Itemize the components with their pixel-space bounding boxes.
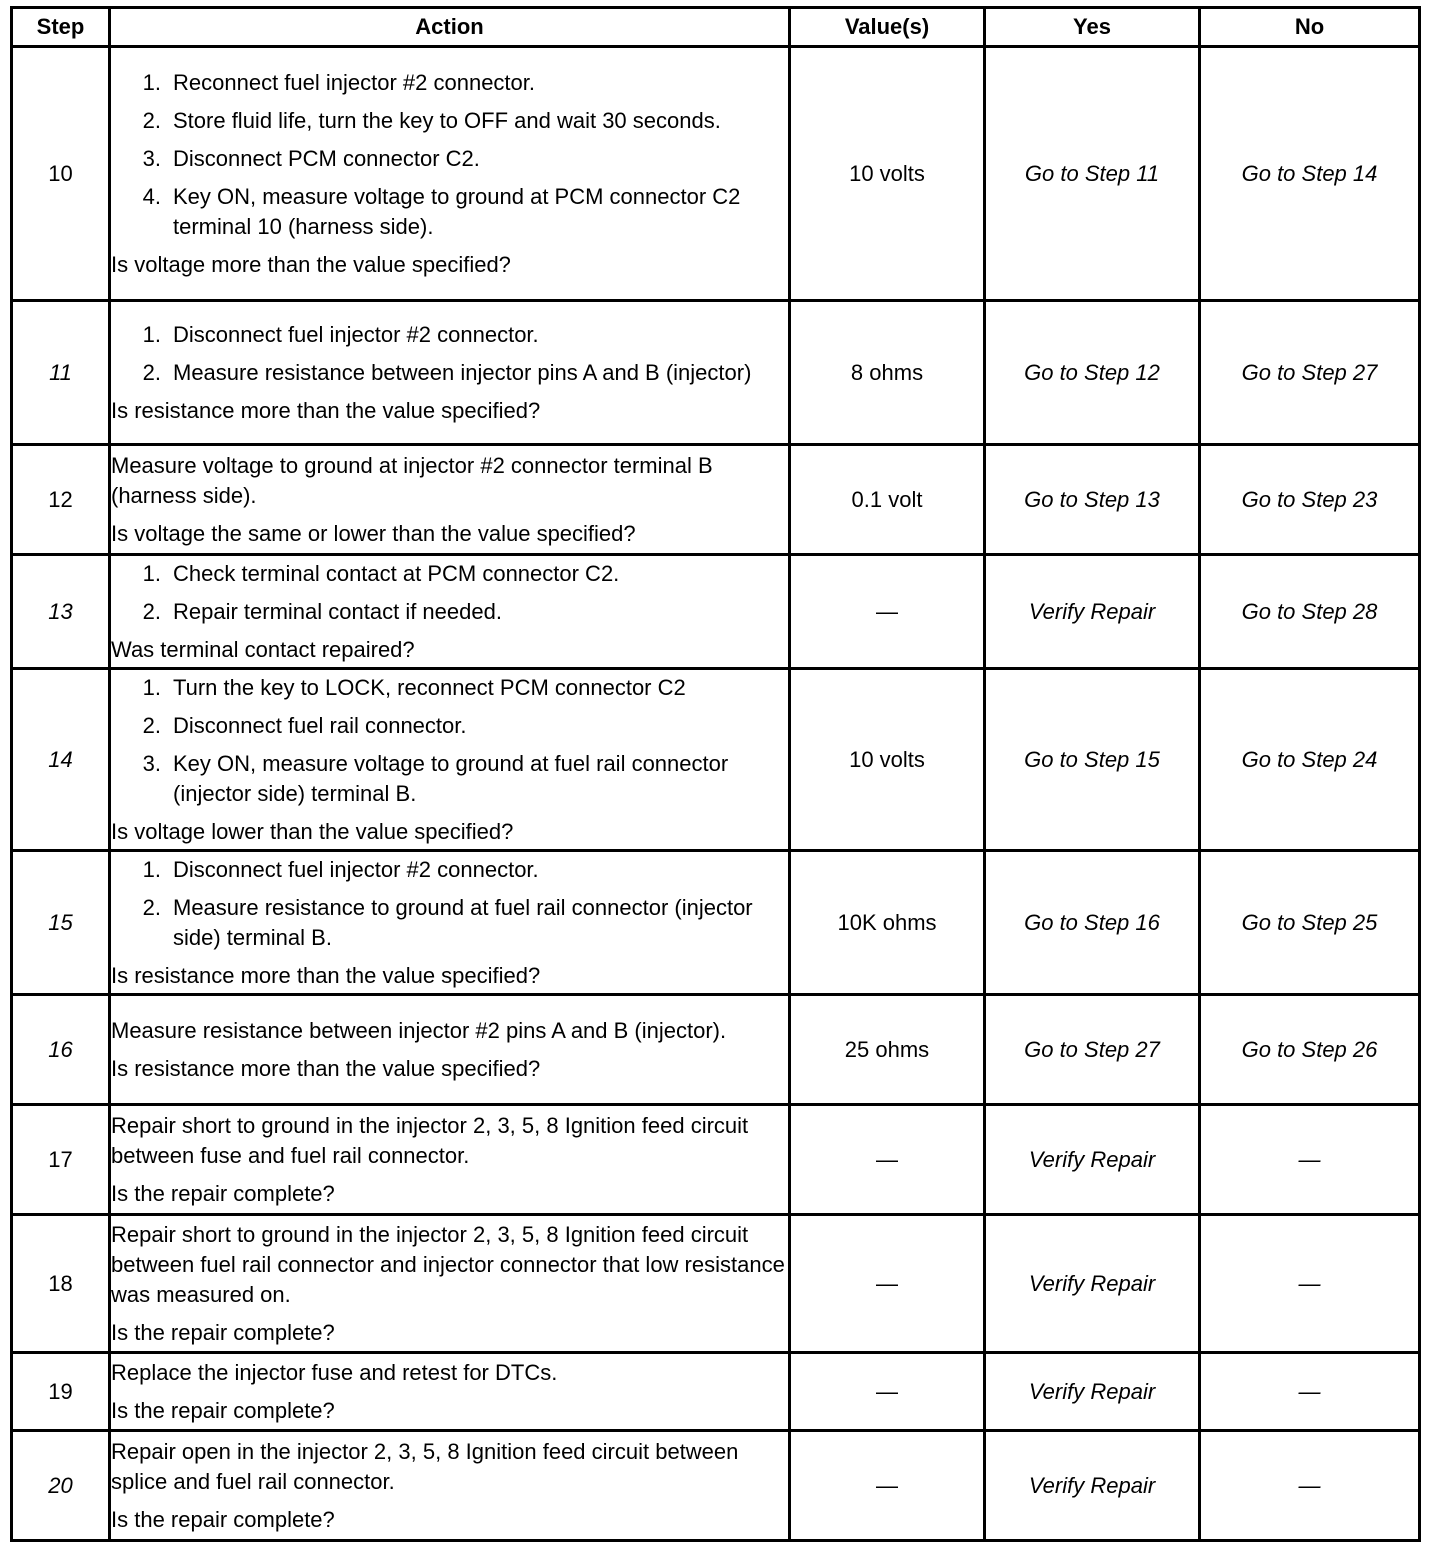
action-cell bbox=[110, 445, 790, 555]
table-row bbox=[12, 1215, 1420, 1353]
step-number: 17 bbox=[48, 1146, 73, 1172]
step-cell bbox=[12, 1431, 110, 1541]
yes-cell: Go to Step 13 bbox=[985, 445, 1200, 555]
action-item: Reconnect fuel injector #2 connector. bbox=[173, 69, 536, 95]
value-cell: 10K ohms bbox=[790, 851, 985, 995]
yes-cell: Verify Repair bbox=[985, 1215, 1200, 1353]
action-item: Disconnect PCM connector C2. bbox=[173, 145, 480, 171]
action-cell bbox=[110, 47, 790, 301]
action-cell bbox=[110, 995, 790, 1105]
yes-cell: Verify Repair bbox=[985, 1431, 1200, 1541]
action-item: Store fluid life, turn the key to OFF and wait 30 seconds. bbox=[173, 107, 721, 133]
no-cell: Go to Step 27 bbox=[1200, 301, 1420, 445]
action-text: Repair short to ground in the injector 2, 3, 5, 8 Ignition feed circuit between fuse and fuel rail connector. bbox=[111, 1112, 749, 1168]
value-cell: 25 ohms bbox=[790, 995, 985, 1105]
action-item: Disconnect fuel injector #2 connector. bbox=[173, 856, 539, 882]
action-item: Measure resistance between injector pins A and B (injector) bbox=[173, 359, 752, 385]
action-list bbox=[111, 673, 788, 809]
no-cell: Go to Step 14 bbox=[1200, 47, 1420, 301]
action-question: Is voltage lower than the value specified? bbox=[111, 818, 514, 844]
action-cell bbox=[110, 555, 790, 669]
step-number: 14 bbox=[48, 746, 73, 772]
action-cell bbox=[110, 1105, 790, 1215]
step-number: 16 bbox=[48, 1036, 73, 1062]
list-item: 4. Key ON, measure voltage to ground at PCM connector C2 terminal 10 (harness side). bbox=[111, 182, 788, 242]
action-question: Is the repair complete? bbox=[111, 1319, 335, 1345]
list-item: 1. Check terminal contact at PCM connector C2. bbox=[111, 559, 788, 589]
diagnostic-table bbox=[10, 6, 1421, 1542]
action-cell bbox=[110, 669, 790, 851]
step-cell bbox=[12, 445, 110, 555]
action-question: Is the repair complete? bbox=[111, 1180, 335, 1206]
step-number: 15 bbox=[48, 909, 73, 935]
action-question: Is voltage more than the value specified? bbox=[111, 251, 511, 277]
action-text: Repair open in the injector 2, 3, 5, 8 Ignition feed circuit between splice and fuel rail connector. bbox=[111, 1438, 739, 1494]
list-item: 1. Disconnect fuel injector #2 connector. bbox=[111, 320, 788, 350]
action-item: Turn the key to LOCK, reconnect PCM connector C2 bbox=[173, 674, 686, 700]
step-cell bbox=[12, 301, 110, 445]
action-question: Is the repair complete? bbox=[111, 1397, 335, 1423]
step-cell bbox=[12, 1105, 110, 1215]
action-cell bbox=[110, 851, 790, 995]
step-cell bbox=[12, 669, 110, 851]
step-number: 19 bbox=[48, 1378, 73, 1404]
step-cell bbox=[12, 1353, 110, 1431]
list-item: 3. Key ON, measure voltage to ground at fuel rail connector (injector side) terminal B. bbox=[111, 749, 788, 809]
header-yes: Yes bbox=[985, 8, 1200, 47]
action-item: Key ON, measure voltage to ground at fuel rail connector (injector side) terminal B. bbox=[173, 750, 729, 806]
list-item: 3. Disconnect PCM connector C2. bbox=[111, 144, 788, 174]
value-cell: — bbox=[790, 1353, 985, 1431]
step-cell bbox=[12, 851, 110, 995]
action-list bbox=[111, 320, 788, 388]
header-no: No bbox=[1200, 8, 1420, 47]
no-cell: Go to Step 23 bbox=[1200, 445, 1420, 555]
action-cell bbox=[110, 1215, 790, 1353]
table-row bbox=[12, 1105, 1420, 1215]
action-question: Is resistance more than the value specified? bbox=[111, 962, 541, 988]
action-text: Measure resistance between injector #2 pins A and B (injector). bbox=[111, 1017, 727, 1043]
table-row bbox=[12, 1431, 1420, 1541]
diagnostic-page bbox=[10, 6, 1418, 1542]
table-row bbox=[12, 1353, 1420, 1431]
yes-cell: Verify Repair bbox=[985, 1105, 1200, 1215]
value-cell: — bbox=[790, 1215, 985, 1353]
table-row bbox=[12, 47, 1420, 301]
no-cell: — bbox=[1200, 1105, 1420, 1215]
action-question: Is the repair complete? bbox=[111, 1506, 335, 1532]
action-item: Key ON, measure voltage to ground at PCM connector C2 terminal 10 (harness side). bbox=[173, 183, 741, 239]
no-cell: — bbox=[1200, 1431, 1420, 1541]
yes-cell: Verify Repair bbox=[985, 1353, 1200, 1431]
no-cell: — bbox=[1200, 1215, 1420, 1353]
action-text: Measure voltage to ground at injector #2 connector terminal B (harness side). bbox=[111, 452, 713, 508]
action-cell bbox=[110, 1353, 790, 1431]
table-row bbox=[12, 851, 1420, 995]
action-item: Repair terminal contact if needed. bbox=[173, 598, 502, 624]
value-cell: 10 volts bbox=[790, 47, 985, 301]
action-item: Check terminal contact at PCM connector C2. bbox=[173, 560, 620, 586]
list-item: 2. Disconnect fuel rail connector. bbox=[111, 711, 788, 741]
yes-cell: Go to Step 12 bbox=[985, 301, 1200, 445]
table-row bbox=[12, 301, 1420, 445]
no-cell: — bbox=[1200, 1353, 1420, 1431]
step-cell bbox=[12, 1215, 110, 1353]
action-text: Replace the injector fuse and retest for DTCs. bbox=[111, 1359, 558, 1385]
list-item: 1. Reconnect fuel injector #2 connector. bbox=[111, 68, 788, 98]
step-number: 20 bbox=[48, 1472, 73, 1498]
value-cell: — bbox=[790, 1105, 985, 1215]
action-question: Is resistance more than the value specified? bbox=[111, 397, 541, 423]
action-cell bbox=[110, 301, 790, 445]
step-cell bbox=[12, 995, 110, 1105]
list-item: 2. Measure resistance to ground at fuel rail connector (injector side) terminal B. bbox=[111, 893, 788, 953]
yes-cell: Go to Step 11 bbox=[985, 47, 1200, 301]
value-cell: 10 volts bbox=[790, 669, 985, 851]
action-cell bbox=[110, 1431, 790, 1541]
value-cell: — bbox=[790, 555, 985, 669]
value-cell: 0.1 volt bbox=[790, 445, 985, 555]
table-row bbox=[12, 445, 1420, 555]
list-item: 2. Store fluid life, turn the key to OFF and wait 30 seconds. bbox=[111, 106, 788, 136]
value-cell: — bbox=[790, 1431, 985, 1541]
table-row bbox=[12, 555, 1420, 669]
table-body bbox=[12, 47, 1420, 1541]
header-value: Value(s) bbox=[790, 8, 985, 47]
step-number: 10 bbox=[48, 160, 73, 186]
action-question: Is voltage the same or lower than the value specified? bbox=[111, 520, 636, 546]
header-action: Action bbox=[110, 8, 790, 47]
step-number: 18 bbox=[48, 1270, 73, 1296]
header-step: Step bbox=[12, 8, 110, 47]
value-cell: 8 ohms bbox=[790, 301, 985, 445]
list-item: 2. Repair terminal contact if needed. bbox=[111, 597, 788, 627]
yes-cell: Go to Step 16 bbox=[985, 851, 1200, 995]
action-text: Repair short to ground in the injector 2, 3, 5, 8 Ignition feed circuit between fuel rail connector and injector connector that low resistance was measured on. bbox=[111, 1221, 785, 1307]
list-item: 2. Measure resistance between injector pins A and B (injector) bbox=[111, 358, 788, 388]
step-number: 13 bbox=[48, 598, 73, 624]
action-list bbox=[111, 855, 788, 953]
no-cell: Go to Step 24 bbox=[1200, 669, 1420, 851]
step-number: 11 bbox=[49, 359, 72, 385]
action-list bbox=[111, 559, 788, 627]
yes-cell: Verify Repair bbox=[985, 555, 1200, 669]
step-cell bbox=[12, 555, 110, 669]
table-row bbox=[12, 995, 1420, 1105]
action-list bbox=[111, 68, 788, 242]
action-item: Disconnect fuel rail connector. bbox=[173, 712, 467, 738]
list-item: 1. Turn the key to LOCK, reconnect PCM connector C2 bbox=[111, 673, 788, 703]
action-question: Was terminal contact repaired? bbox=[111, 636, 415, 662]
action-question: Is resistance more than the value specified? bbox=[111, 1055, 541, 1081]
no-cell: Go to Step 26 bbox=[1200, 995, 1420, 1105]
yes-cell: Go to Step 27 bbox=[985, 995, 1200, 1105]
yes-cell: Go to Step 15 bbox=[985, 669, 1200, 851]
action-item: Disconnect fuel injector #2 connector. bbox=[173, 321, 539, 347]
table-row bbox=[12, 669, 1420, 851]
step-cell bbox=[12, 47, 110, 301]
step-number: 12 bbox=[48, 486, 73, 512]
header-row bbox=[12, 8, 1420, 47]
list-item: 1. Disconnect fuel injector #2 connector. bbox=[111, 855, 788, 885]
no-cell: Go to Step 25 bbox=[1200, 851, 1420, 995]
no-cell: Go to Step 28 bbox=[1200, 555, 1420, 669]
action-item: Measure resistance to ground at fuel rail connector (injector side) terminal B. bbox=[173, 894, 753, 950]
